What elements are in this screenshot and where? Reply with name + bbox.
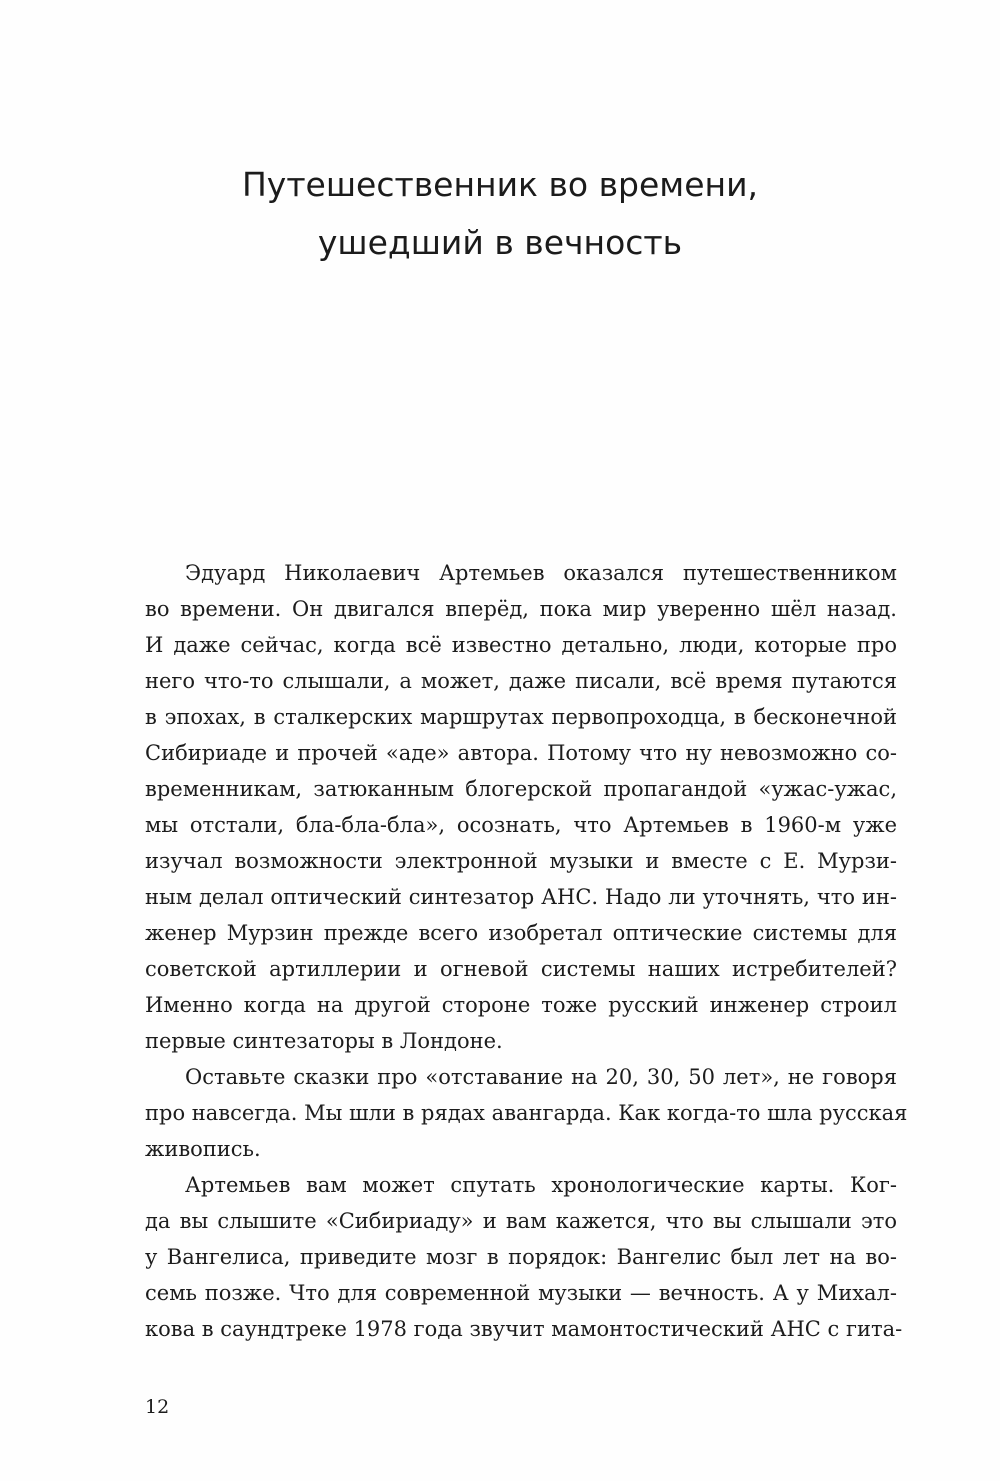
chapter-title [0, 156, 1000, 272]
body-text [145, 555, 908, 1347]
text-line: первые синтезаторы в Лондоне. [145, 1029, 503, 1053]
text-line: женер Мурзин прежде всего изобретал оптические системы для [145, 921, 897, 945]
text-line: живопись. [145, 1137, 261, 1161]
text-line: Оставьте сказки про «отставание на 20, 30, 50 лет», не говоря [185, 1065, 897, 1089]
text-line: у Вангелиса, приведите мозг в порядок: Вангелис был лет на во- [145, 1245, 897, 1269]
text-line: да вы слышите «Сибириаду» и вам кажется, что вы слышали это [145, 1209, 897, 1233]
text-line: во времени. Он двигался вперёд, пока мир уверенно шёл назад. [145, 597, 897, 621]
text-line: временникам, затюканным блогерской пропагандой «ужас-ужас, [145, 777, 897, 801]
text-line: в эпохах, в сталкерских маршрутах первопроходца, в бесконечной [145, 705, 897, 729]
text-line: Сибириаде и прочей «аде» автора. Потому что ну невозможно со- [145, 741, 897, 765]
text-line: кова в саундтреке 1978 года звучит мамонтостический АНС с гита- [145, 1317, 903, 1341]
text-line: И даже сейчас, когда всё известно детально, люди, которые про [145, 633, 897, 657]
text-line: Артемьев вам может спутать хронологические карты. Ког- [185, 1173, 897, 1197]
chapter-title-line-2: ушедший в вечность [317, 223, 683, 262]
text-line: ным делал оптический синтезатор АНС. Надо ли уточнять, что ин- [145, 885, 897, 909]
page-number: 12 [145, 1396, 170, 1418]
text-line: мы отстали, бла-бла-бла», осознать, что Артемьев в 1960-м уже [145, 813, 897, 837]
chapter-title-line-1: Путешественник во времени, [241, 165, 759, 204]
text-line: советской артиллерии и огневой системы наших истребителей? [145, 957, 897, 981]
text-line: про навсегда. Мы шли в рядах авангарда. Как когда-то шла русская [145, 1101, 908, 1125]
text-line: Эдуард Николаевич Артемьев оказался путешественником [185, 561, 897, 585]
text-line: семь позже. Что для современной музыки — вечность. А у Михал- [145, 1281, 897, 1305]
text-line: него что-то слышали, а может, даже писали, всё время путаются [145, 669, 897, 693]
text-line: изучал возможности электронной музыки и вместе с Е. Мурзи- [145, 849, 897, 873]
text-line: Именно когда на другой стороне тоже русский инженер строил [145, 993, 897, 1017]
